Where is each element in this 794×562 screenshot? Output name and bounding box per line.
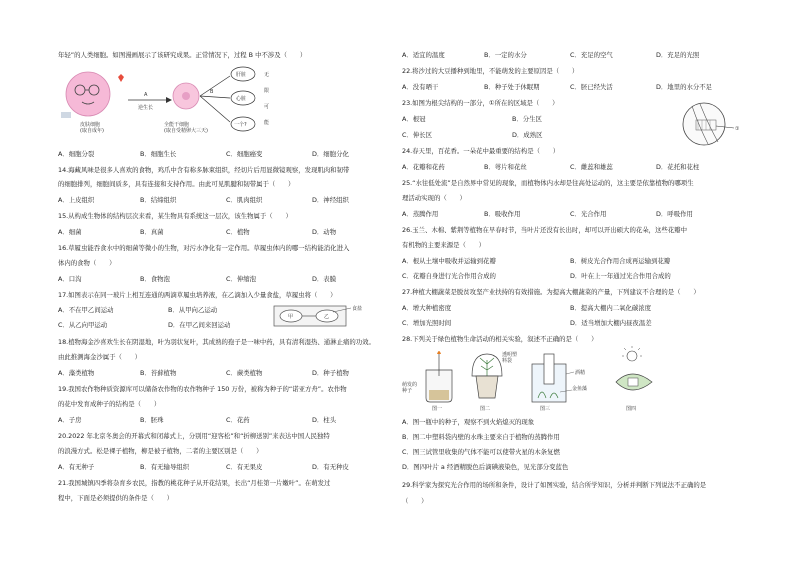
q14-line1: 14.海藏风味是很多人喜欢的食物，鸡爪中含有称多脉束组织，经切片后用显微镜观察，发现肌肉和韧带: [58, 166, 350, 174]
q27-option-a[interactable]: A．增大种植密度: [402, 304, 452, 312]
side-text-4: 能: [264, 120, 270, 126]
q19-option-b[interactable]: B．胚珠: [140, 416, 164, 424]
drop-yi: 乙: [324, 314, 330, 320]
q26-line1: 26.玉兰、木棉、紫荆等植物在早春时节，当叶片还没有长出时，却可以开出硕大的花朵，这些花瓣中: [402, 226, 687, 234]
q18-option-d[interactable]: D．种子植物: [312, 369, 349, 377]
skin-cell-label: 皮肤细胞(取自成年): [80, 122, 104, 134]
q17-option-d[interactable]: D．在甲乙间来回运动: [168, 321, 231, 329]
q18-option-b[interactable]: B．苔藓植物: [140, 369, 177, 377]
q25-line1: 25.“水往低处流”是自然界中常见的现象，而植物体内水却是往高处运动的，这主要是依靠植物的哪项生: [402, 179, 694, 187]
q19-option-d[interactable]: D．柱头: [312, 416, 337, 424]
q22-option-a[interactable]: A．没有晒干: [402, 83, 439, 91]
q13-stem-tail: 年轻”的人类细胞。如图漫画展示了该研究成果。正常情况下，过程 B 中不涉及（ ）: [58, 51, 307, 59]
q14-option-a[interactable]: A．上皮组织: [58, 196, 95, 204]
q17-stem: 17.如图表示在同一玻片上相互连通的两滴草履虫培养液，在乙滴加入少量食盐，草履虫将（ ）: [58, 291, 337, 299]
figure-q13-cell-comic: [58, 62, 288, 152]
bag-label: 透明塑料袋: [502, 352, 518, 364]
q14-option-d[interactable]: D．神经组织: [312, 196, 349, 204]
fig28-label-4: 图四: [626, 406, 637, 412]
q18-option-c[interactable]: C．蕨类植物: [226, 369, 263, 377]
q16-option-c[interactable]: C．伸缩泡: [226, 275, 257, 283]
q13-option-b[interactable]: B．细胞生长: [140, 150, 177, 158]
q14-option-c[interactable]: C．肌肉组织: [226, 196, 263, 204]
q27-option-c[interactable]: C．增加光照时间: [402, 319, 452, 327]
q29-line2: （ ）: [402, 497, 428, 505]
q21-option-a[interactable]: A．适宜的温度: [402, 51, 445, 59]
figure-q28-experiments: [402, 346, 682, 412]
q19-line2: 的花中发育成种子的结构是（ ）: [58, 400, 161, 408]
q24-option-b[interactable]: B．萼片和花丝: [484, 163, 527, 171]
q15-option-a[interactable]: A．细菌: [58, 228, 82, 236]
q15-option-b[interactable]: B．真菌: [140, 228, 164, 236]
q21-option-b[interactable]: B．一定的水分: [484, 51, 527, 59]
q23-option-b[interactable]: B．分生区: [512, 115, 542, 123]
arrow-a-label: A: [144, 92, 148, 98]
q22-option-b[interactable]: B．种子处于休眠期: [484, 83, 540, 91]
q20-option-a[interactable]: A．有无种子: [58, 463, 95, 471]
q14-line2: 的细胞排列，细胞间质多，具有连接和支持作用。由此可见肌腱和韧带属于（ ）: [58, 180, 295, 188]
q25-option-a[interactable]: A．蒸腾作用: [402, 210, 439, 218]
q28-option-c[interactable]: C．图三试管里收集的气体不能可以使带火星的木条复燃: [402, 448, 560, 456]
q16-line2: 体内的食物（ ）: [58, 259, 116, 267]
q19-option-c[interactable]: C．花药: [226, 416, 250, 424]
q23-option-c[interactable]: C．伸长区: [402, 131, 433, 139]
q19-line1: 19.我国农作物种质资源库可以储备农作物的农作物种子 150 万份，被称为种子的“诺亚方舟”。农作物: [58, 385, 347, 393]
q21-line1: 21.我国城镇四季将杂育乡农民，指教的桃花种子从开花结果，长出“月桂第一片嫩叶”。在萌发过: [58, 479, 331, 487]
q29-line1: 29.科学家为探究光合作用的场所和条件，设计了如图实验，结合所学知识，分析并判断下列说法不正确的是: [402, 481, 707, 489]
drop-jia: 甲: [288, 314, 294, 320]
pluri-cell-label: 全能干细胞(取自受精卵大三天): [164, 122, 208, 134]
q24-option-a[interactable]: A．花瓣和花药: [402, 163, 445, 171]
q25-option-b[interactable]: B．吸收作用: [484, 210, 521, 218]
q14-option-b[interactable]: B．结缔组织: [140, 196, 177, 204]
q23-stem: 23.如图为根尖结构的一部分，①所在的区域是（ ）: [402, 99, 559, 107]
q25-option-d[interactable]: D．呼吸作用: [656, 210, 693, 218]
q16-option-b[interactable]: B．食物泡: [140, 275, 170, 283]
q13-option-a[interactable]: A．细胞分裂: [58, 150, 95, 158]
q24-stem: 24.春天里，百花香。一朵花中最重要的结构是（ ）: [402, 147, 560, 155]
q17-option-c[interactable]: C．从乙向甲运动: [58, 321, 108, 329]
left-column: [58, 0, 408, 562]
q13-option-d[interactable]: D．细胞分化: [312, 150, 349, 158]
figure-q23-root-tip: [678, 100, 752, 148]
figure-q17-slide: [273, 303, 373, 329]
output-unknown: 一个?: [234, 122, 247, 128]
side-text-2: 限: [264, 88, 270, 94]
q27-option-b[interactable]: B．提高大棚内二氧化碳浓度: [570, 304, 652, 312]
leaf-label: 金鱼藻: [572, 386, 588, 392]
output-heart: 心脏: [236, 96, 247, 102]
q26-option-d[interactable]: D．叶在上一年通过光合作用合成的: [570, 272, 671, 280]
q26-line2: 有机物的主要来源是（ ）: [402, 241, 486, 249]
q25-line2: 理活动实现的（ ）: [402, 194, 466, 202]
q15-stem: 15.从构成生物体的结构层次来看，某生物具有系统这一层次，该生物属于（ ）: [58, 212, 292, 220]
q20-option-c[interactable]: C．有无果皮: [226, 463, 263, 471]
q21-line2: 程中，下面是必须提供的条件是（ ）: [58, 494, 174, 502]
q27-stem: 27.种植大棚蔬菜是脱贫攻坚产业扶持的有效措施。为提高大棚蔬菜的产量，下列建议不合理的是（ ）: [402, 288, 700, 296]
output-liver: 肝脏: [236, 72, 247, 78]
arrow-a-caption: 逆生长: [138, 105, 154, 111]
alcohol-label: 酒精: [575, 370, 586, 376]
side-text-3: 可: [264, 104, 270, 110]
q15-option-c[interactable]: C．植物: [226, 228, 250, 236]
q27-option-d[interactable]: D．适当增加大棚内昼夜温差: [570, 319, 652, 327]
q28-option-b[interactable]: B．图二中塑料袋内壁的水珠主要来自于植物的蒸腾作用: [402, 433, 560, 441]
fig28-label-3: 图三: [540, 406, 551, 412]
seed-label: 萌发的种子: [402, 382, 418, 394]
q20-line1: 20.2022 年北京冬奥会的开幕式和闭幕式上，分别用“迎客松”和“折柳送别”来表达中国人民独特: [58, 432, 330, 440]
q28-stem: 28.下列关于绿色植物生命活动的相关实验，叙述不正确的是（ ）: [402, 335, 598, 343]
q20-option-d[interactable]: D．有无种皮: [312, 463, 349, 471]
q28-option-a[interactable]: A．图一瓶中的种子，观察不到火焰熄灭的现象: [402, 418, 535, 426]
q15-option-d[interactable]: D．动物: [312, 228, 337, 236]
q16-option-d[interactable]: D．表膜: [312, 275, 337, 283]
fig28-label-1: 图一: [432, 406, 443, 412]
q20-line2: 的浪漫方式。松是裸子植物，柳是被子植物，二者的主要区别是（ ）: [58, 447, 263, 455]
q16-option-a[interactable]: A．口沟: [58, 275, 82, 283]
root-mark-1: ①: [735, 126, 740, 132]
q22-option-c[interactable]: C．胚已经失活: [570, 83, 613, 91]
q24-option-c[interactable]: C．雌蕊和雄蕊: [570, 163, 613, 171]
q19-option-a[interactable]: A．子房: [58, 416, 82, 424]
q21-option-c[interactable]: C．充足的空气: [570, 51, 613, 59]
q26-option-b[interactable]: B．树皮光合作用合成再运输到花瓣: [570, 257, 671, 265]
q13-option-c[interactable]: C．细胞癌变: [226, 150, 263, 158]
q28-option-d[interactable]: D．图四叶片 a 经酒精脱色后滴碘液染色，见光部分变蓝色: [402, 463, 569, 471]
q17-option-a[interactable]: A．不在甲乙间运动: [58, 306, 114, 314]
arrow-b-label: B: [210, 89, 214, 95]
salt-label: 食盐: [352, 306, 363, 312]
q22-stem: 22.将沙过的大豆播种到地里，不能萌发的主要原因是（ ）: [402, 67, 579, 75]
q16-line1: 16.草履虫能吞食水中的细菌等微小的生物，对污水净化有一定作用。草履虫体内的哪一结构能消化进入: [58, 244, 350, 252]
q22-option-d[interactable]: D．地里的水分不足: [656, 83, 713, 91]
q23-option-d[interactable]: D．成熟区: [512, 131, 543, 139]
q18-line2: 由此推测海金沙属于（ ）: [58, 353, 142, 361]
right-column: [402, 0, 752, 562]
fig28-label-2: 图二: [480, 406, 491, 412]
q26-option-c[interactable]: C．花瓣自身进行光合作用合成的: [402, 272, 496, 280]
q21-option-d[interactable]: D．充足的光照: [656, 51, 700, 59]
side-text-1: 无: [264, 72, 270, 78]
q23-option-a[interactable]: A．根冠: [402, 115, 426, 123]
q18-line1: 18.植物海金沙喜欢生长在阴湿地，叶为羽状复叶，其成熟的孢子是一味中药，具有清利湿热、通淋止痛的功效。: [58, 338, 375, 346]
q25-option-c[interactable]: C．光合作用: [570, 210, 607, 218]
q24-option-d[interactable]: D．花托和花柱: [656, 163, 700, 171]
q20-option-b[interactable]: B．有无输导组织: [140, 463, 190, 471]
q18-option-a[interactable]: A．藻类植物: [58, 369, 95, 377]
q26-option-a[interactable]: A．根从土壤中吸收并运输到花瓣: [402, 257, 496, 265]
q17-option-b[interactable]: B．从甲向乙运动: [168, 306, 218, 314]
